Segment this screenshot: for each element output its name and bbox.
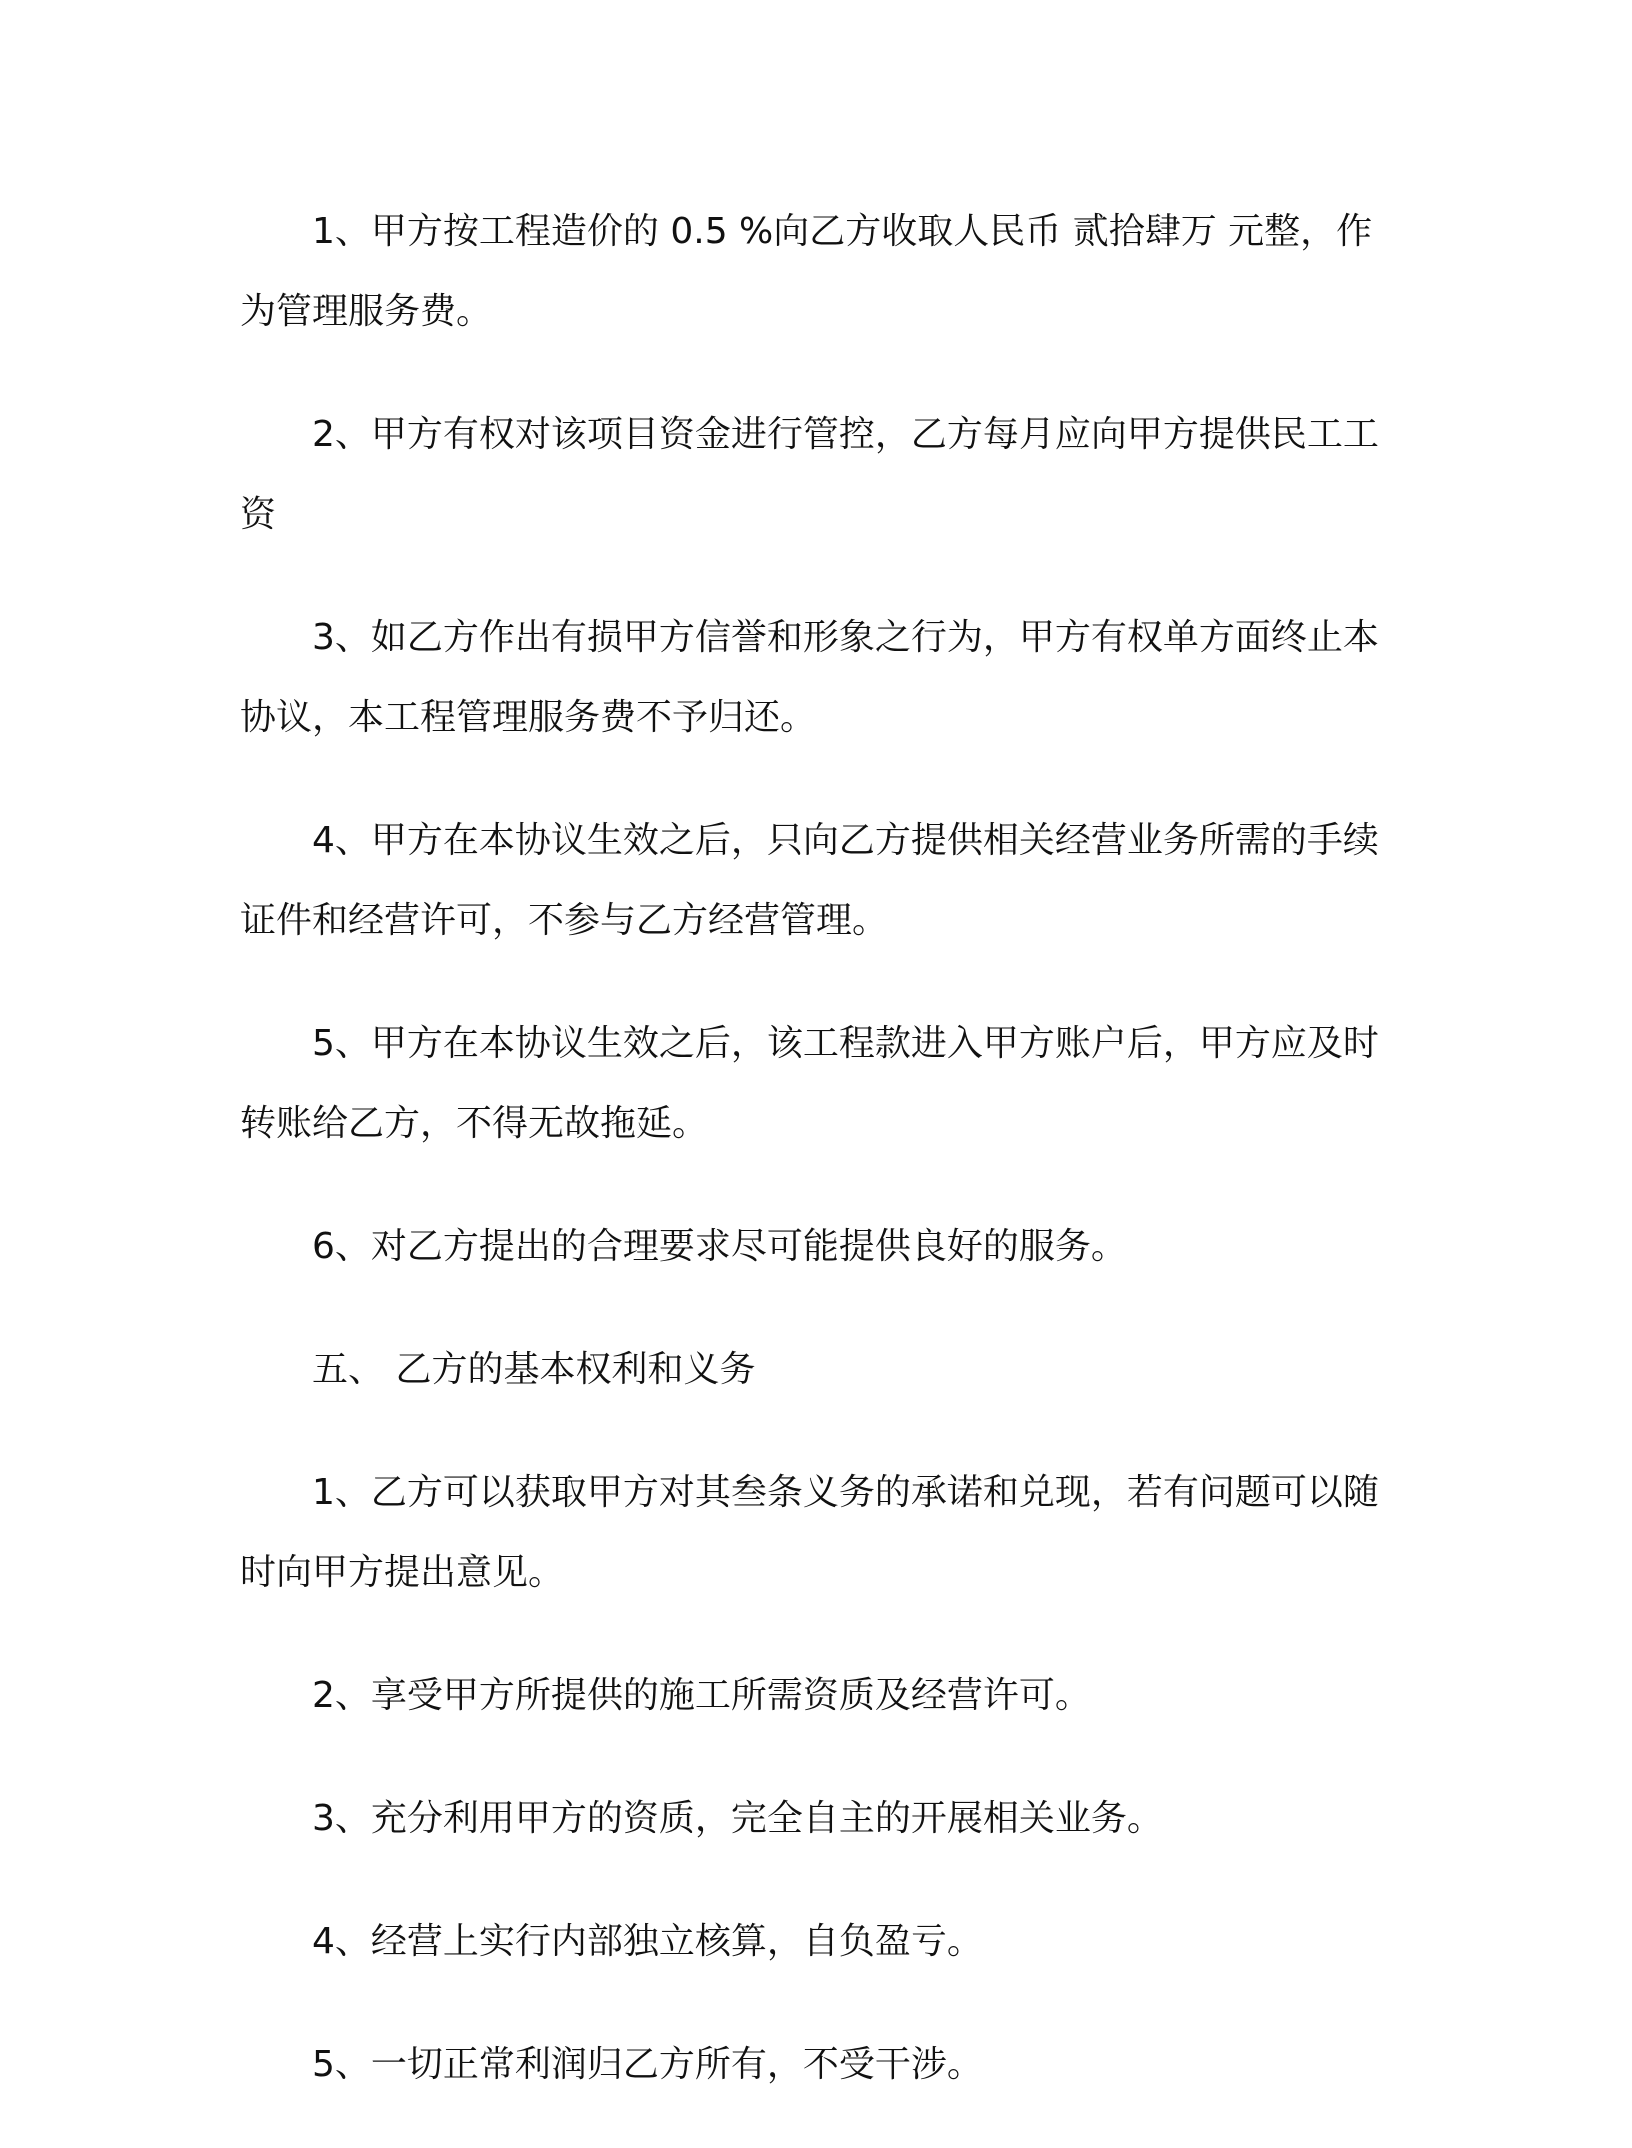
document-body xyxy=(240,192,1380,2148)
section-b-item-2: 2、享受甲方所提供的施工所需资质及经营许可。 xyxy=(312,1675,1091,1716)
section-a-item-4: 4、甲方在本协议生效之后，只向乙方提供相关经营业务所需的手续证件和经营许可，不参与乙方经营管理。 xyxy=(240,820,1379,941)
section-a-item-1: 1、甲方按工程造价的 0.5 %向乙方收取人民币 贰拾肆万 元整，作为管理服务费。 xyxy=(240,211,1373,332)
section-b-item-3: 3、充分利用甲方的资质，完全自主的开展相关业务。 xyxy=(312,1798,1163,1839)
section-a-item-6: 6、对乙方提出的合理要求尽可能提供良好的服务。 xyxy=(312,1226,1127,1267)
section-b-item-5: 5、一切正常利润归乙方所有，不受干涉。 xyxy=(312,2044,983,2085)
section-a-item-3: 3、如乙方作出有损甲方信誉和形象之行为，甲方有权单方面终止本协议，本工程管理服务费不予归还。 xyxy=(240,617,1379,738)
section-a-item-5: 5、甲方在本协议生效之后，该工程款进入甲方账户后，甲方应及时转账给乙方，不得无故拖延。 xyxy=(240,1023,1379,1144)
section-b-item-1: 1、乙方可以获取甲方对其叁条义务的承诺和兑现，若有问题可以随时向甲方提出意见。 xyxy=(240,1472,1379,1593)
section-b-heading: 五、 乙方的基本权利和义务 xyxy=(312,1349,756,1390)
section-b-item-4: 4、经营上实行内部独立核算，自负盈亏。 xyxy=(312,1921,983,1962)
section-a-item-2: 2、甲方有权对该项目资金进行管控，乙方每月应向甲方提供民工工资 xyxy=(240,414,1379,535)
